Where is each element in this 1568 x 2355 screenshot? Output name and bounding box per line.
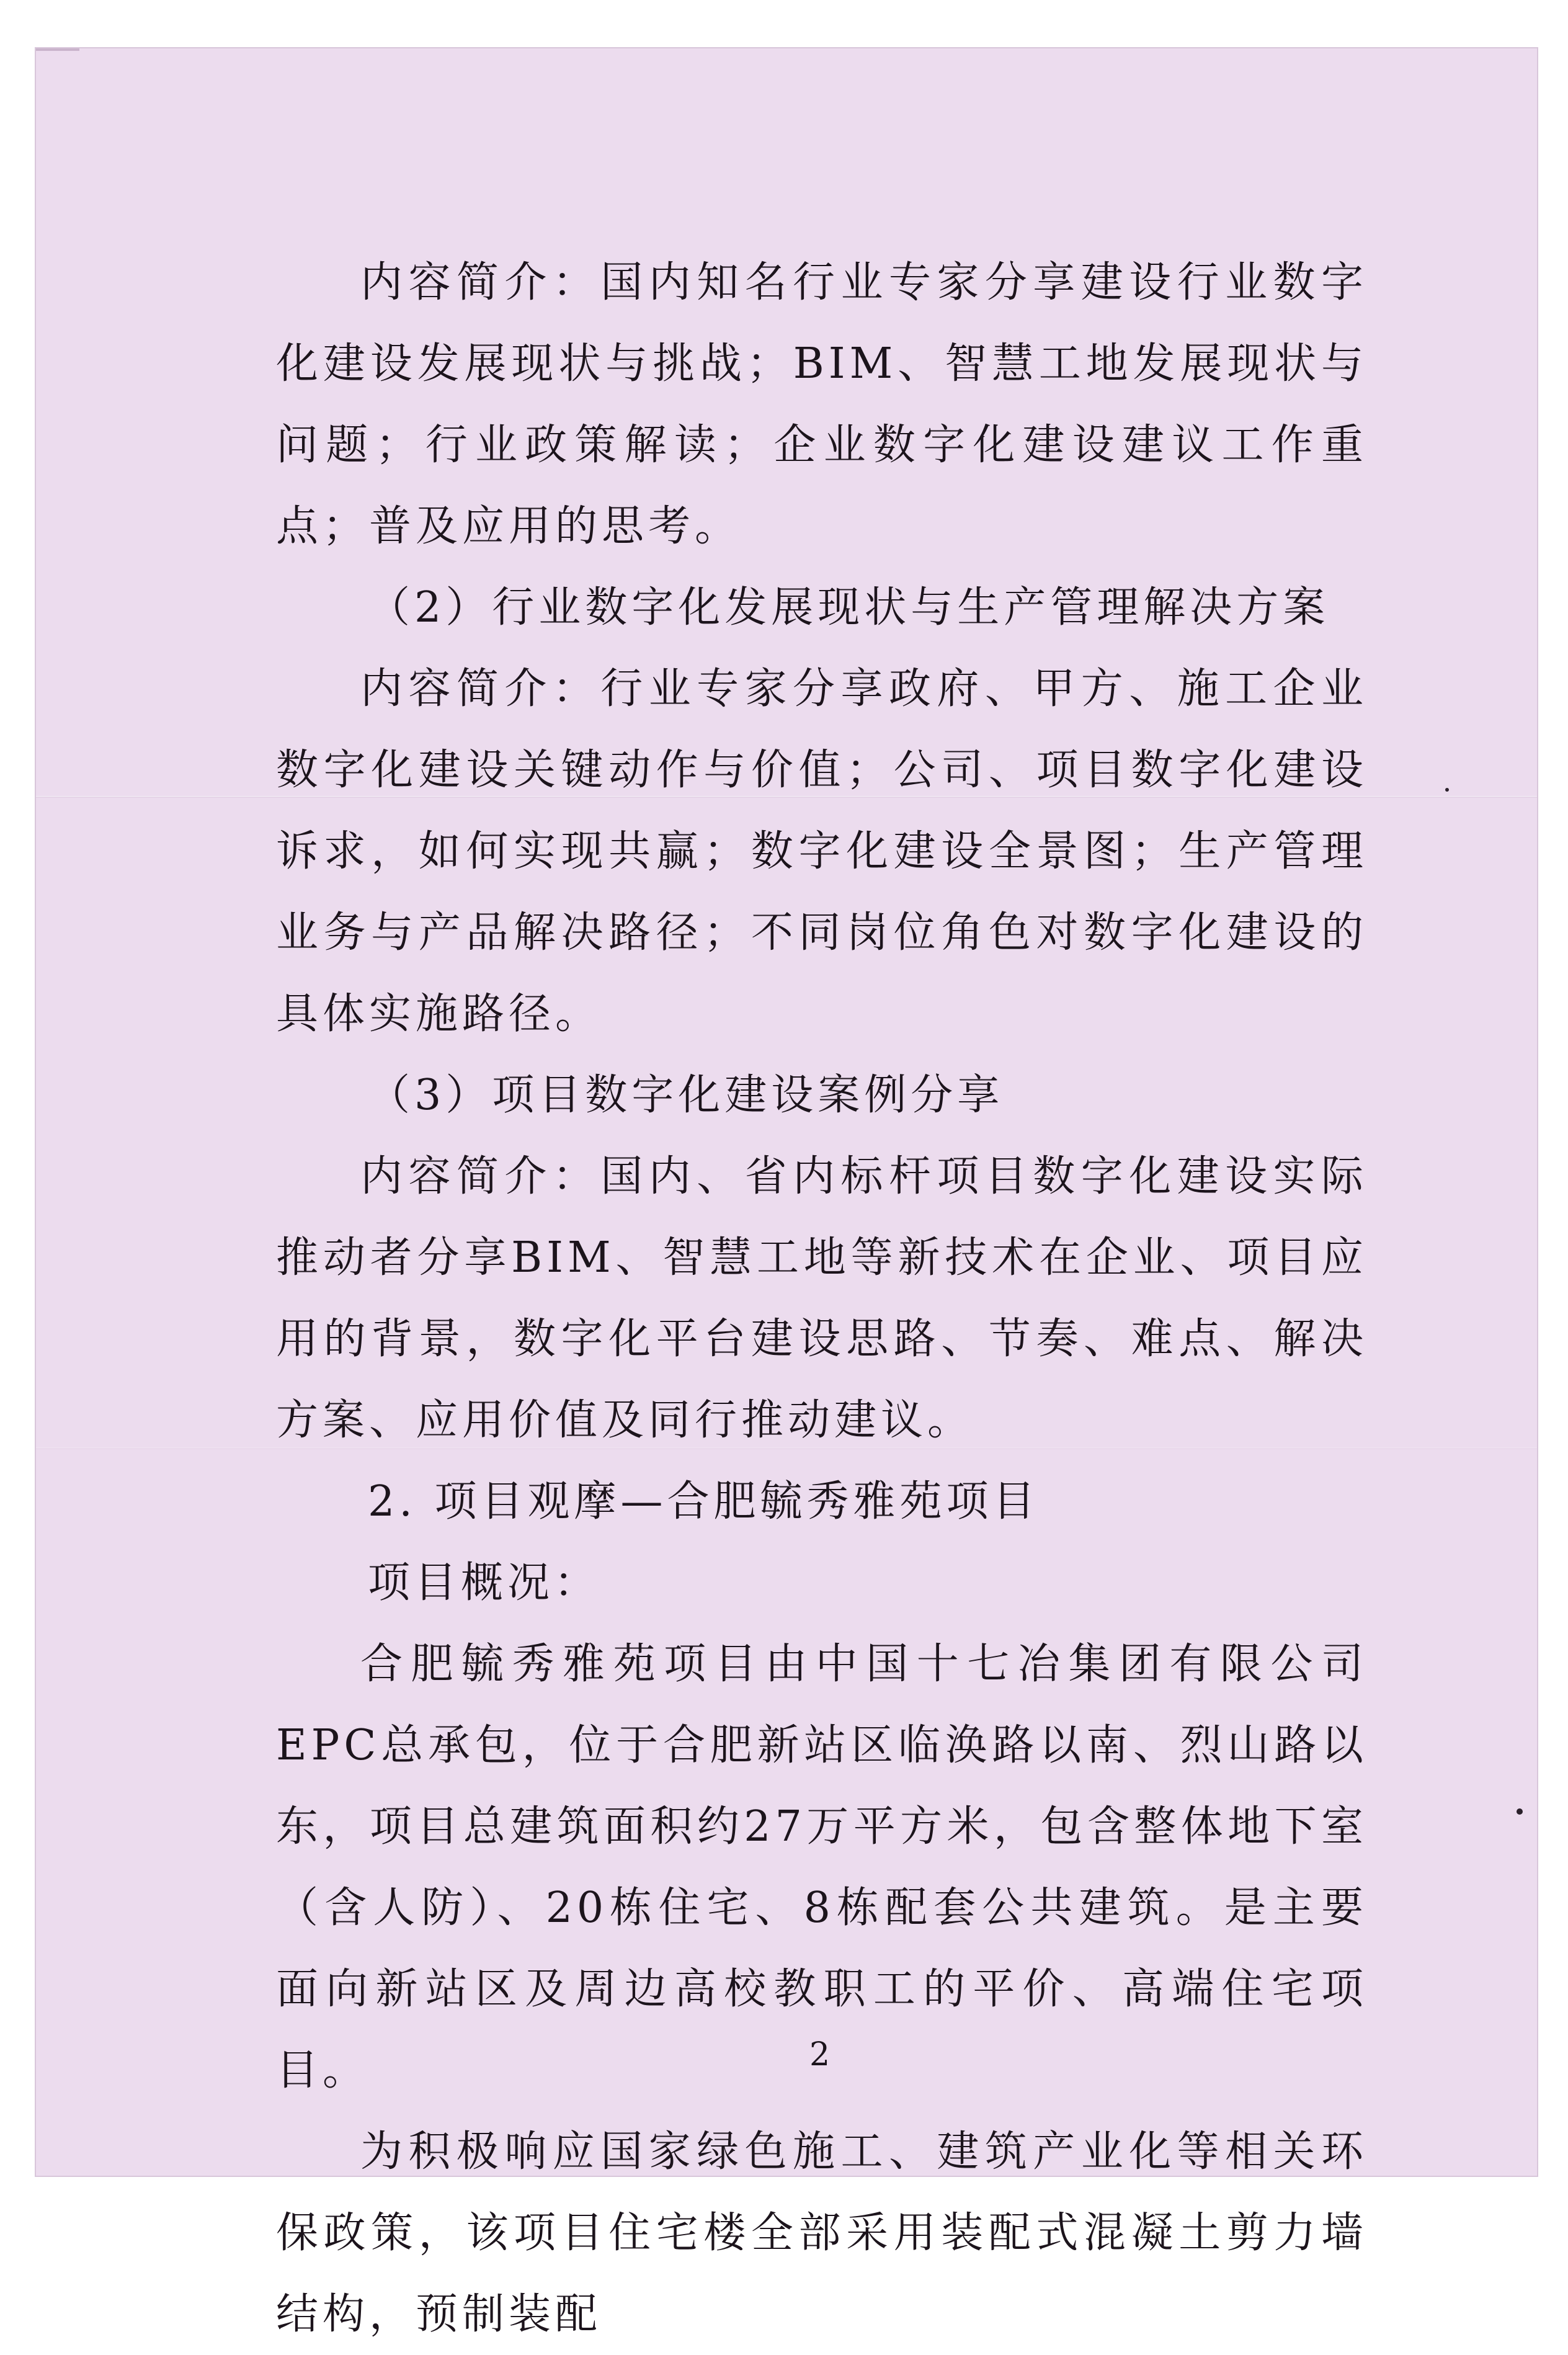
paper-speck bbox=[1445, 788, 1449, 792]
paragraph-project-policy: 为积极响应国家绿色施工、建筑产业化等相关环保政策，该项目住宅楼全部采用装配式混凝土剪力墙结构，预制装配 bbox=[276, 2127, 1368, 2339]
page-number: 2 bbox=[809, 2036, 831, 2073]
paragraph-project-overview: 合肥毓秀雅苑项目由中国十七冶集团有限公司EPC总承包，位于合肥新站区临涣路以南、烈山路以东，项目总建筑面积约27万平方米，包含整体地下室（含人防）、20栋住宅、8栋配套公共建筑。是主要面向新站区及周边高校教职工的平价、高端住宅项目。 bbox=[276, 1640, 1368, 2095]
paragraph-intro-3: 内容简介：国内、省内标杆项目数字化建设实际推动者分享BIM、智慧工地等新技术在企业、项目应用的背景，数字化平台建设思路、节奏、难点、解决方案、应用价值及同行推动建议。 bbox=[276, 1152, 1368, 1445]
page-edge-mark bbox=[36, 48, 79, 51]
paper-speck bbox=[1517, 1808, 1523, 1815]
section-heading-project-visit: 2. 项目观摩—合肥毓秀雅苑项目 bbox=[368, 1477, 1040, 1526]
section-heading-3: （3）项目数字化建设案例分享 bbox=[368, 1071, 1004, 1120]
section-heading-2: （2）行业数字化发展现状与生产管理解决方案 bbox=[368, 583, 1330, 632]
paragraph-intro-2: 内容简介：行业专家分享政府、甲方、施工企业数字化建设关键动作与价值；公司、项目数字化建设诉求，如何实现共赢；数字化建设全景图；生产管理业务与产品解决路径；不同岗位角色对数字化建设的具体实施路径。 bbox=[276, 664, 1368, 1039]
paragraph-intro-1: 内容简介：国内知名行业专家分享建设行业数字化建设发展现状与挑战；BIM、智慧工地发展现状与问题；行业政策解读；企业数字化建设建议工作重点；普及应用的思考。 bbox=[276, 258, 1368, 551]
project-overview-label: 项目概况： bbox=[368, 1558, 601, 1607]
